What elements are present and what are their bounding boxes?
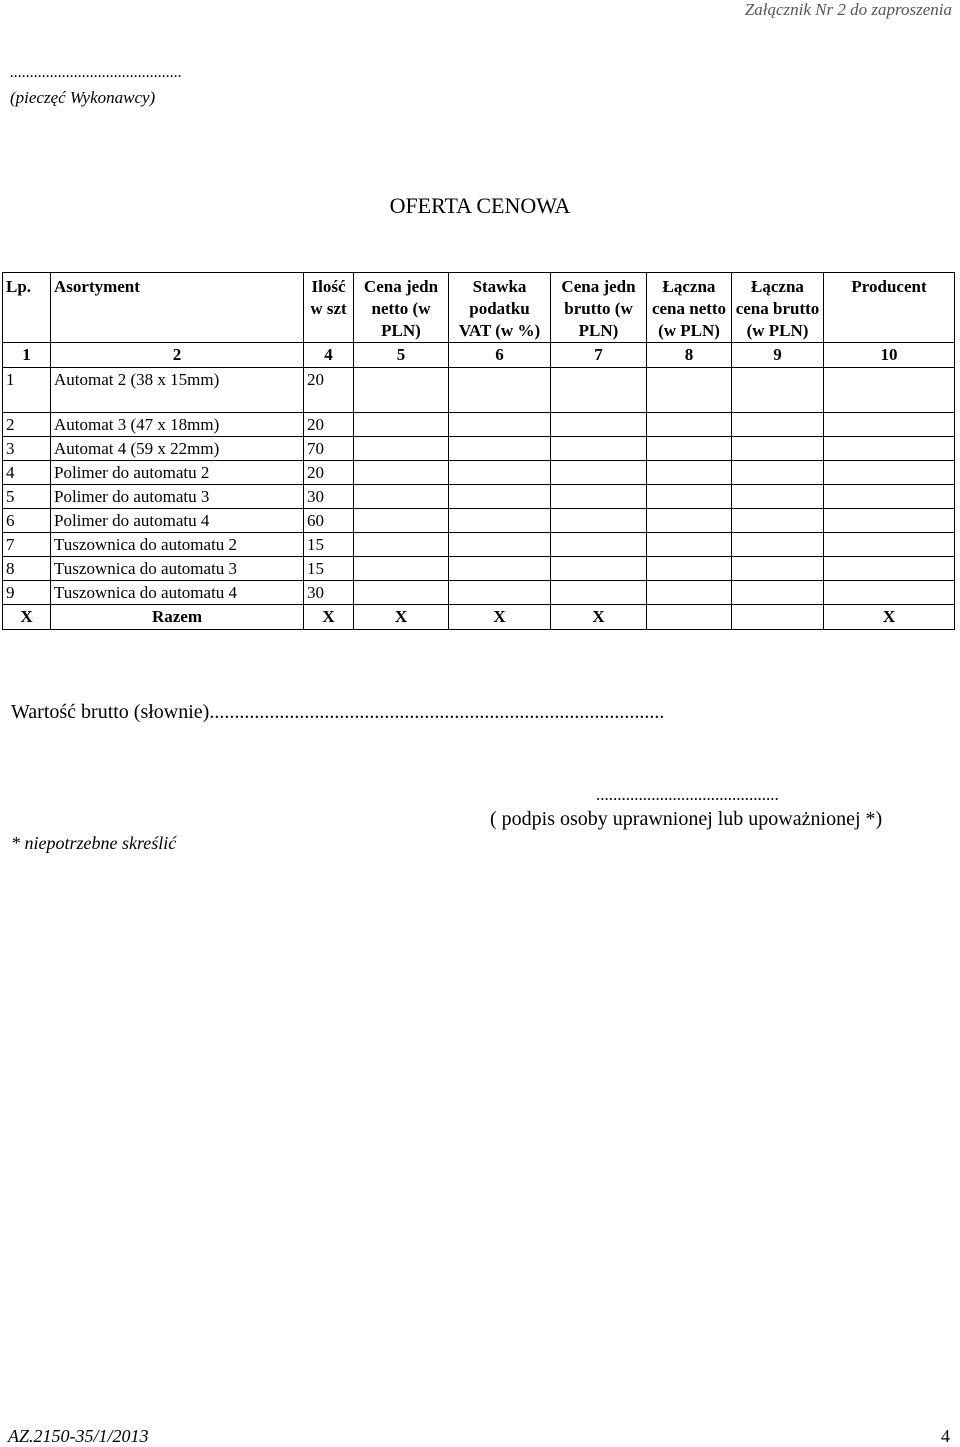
col-number: 9: [732, 343, 824, 368]
cell-producer[interactable]: [824, 581, 955, 605]
cell-unit-gross[interactable]: [551, 485, 647, 509]
table-row: [3, 509, 955, 533]
cell-total-net[interactable]: [647, 437, 732, 461]
cell-unit-net[interactable]: [354, 461, 449, 485]
cell-producer[interactable]: [824, 437, 955, 461]
col-number: 8: [647, 343, 732, 368]
row-qty: 15: [304, 557, 354, 581]
cell-unit-gross[interactable]: [551, 437, 647, 461]
footer-reference: AZ.2150-35/1/2013: [8, 1426, 149, 1446]
cell-total-gross[interactable]: [732, 461, 824, 485]
row-lp: 3: [3, 437, 51, 461]
stamp-dotted-line: ...........................................: [10, 64, 182, 81]
cell-unit-net[interactable]: [354, 368, 449, 413]
col-number: 7: [551, 343, 647, 368]
col-number: 1: [3, 343, 51, 368]
cell-total-gross[interactable]: [732, 581, 824, 605]
cell-unit-gross[interactable]: [551, 413, 647, 437]
cell-producer[interactable]: [824, 461, 955, 485]
cell-unit-net[interactable]: [354, 533, 449, 557]
total-row: [3, 605, 955, 630]
row-lp: 1: [3, 368, 51, 413]
col-number: 5: [354, 343, 449, 368]
header-total-net: Łączna cena netto (w PLN): [647, 273, 732, 343]
row-name: Automat 4 (59 x 22mm): [51, 437, 304, 461]
total-unit-gross: X: [551, 605, 647, 630]
cell-vat[interactable]: [449, 485, 551, 509]
total-unit-net: X: [354, 605, 449, 630]
total-lp: X: [3, 605, 51, 630]
cell-unit-net[interactable]: [354, 557, 449, 581]
cell-unit-net[interactable]: [354, 485, 449, 509]
cell-vat[interactable]: [449, 368, 551, 413]
signature-label: ( podpis osoby uprawnionej lub upoważnionej *): [490, 808, 883, 830]
cell-producer[interactable]: [824, 368, 955, 413]
offer-table: [2, 272, 955, 630]
cell-vat[interactable]: [449, 509, 551, 533]
cell-unit-gross[interactable]: [551, 581, 647, 605]
cell-unit-net[interactable]: [354, 437, 449, 461]
table-row: [3, 533, 955, 557]
cell-total-net[interactable]: [647, 485, 732, 509]
row-name: Automat 2 (38 x 15mm): [51, 368, 304, 413]
row-name: Polimer do automatu 4: [51, 509, 304, 533]
cell-vat[interactable]: [449, 413, 551, 437]
row-name: Tuszownica do automatu 3: [51, 557, 304, 581]
row-lp: 6: [3, 509, 51, 533]
header-qty: Ilość w szt: [304, 273, 354, 343]
row-qty: 15: [304, 533, 354, 557]
row-lp: 7: [3, 533, 51, 557]
table-row: [3, 437, 955, 461]
col-number: 6: [449, 343, 551, 368]
cell-total-net[interactable]: [647, 533, 732, 557]
document-title: OFERTA CENOWA: [389, 193, 571, 218]
cell-total-gross[interactable]: [732, 413, 824, 437]
cell-total-net[interactable]: [647, 557, 732, 581]
table-row: [3, 368, 955, 413]
cell-producer[interactable]: [824, 413, 955, 437]
cell-total-net[interactable]: [647, 368, 732, 413]
header-lp: Lp.: [3, 273, 51, 343]
row-lp: 4: [3, 461, 51, 485]
header-unit-net: Cena jedn netto (w PLN): [354, 273, 449, 343]
row-qty: 20: [304, 368, 354, 413]
cell-unit-gross[interactable]: [551, 368, 647, 413]
row-qty: 60: [304, 509, 354, 533]
header-unit-gross: Cena jedn brutto (w PLN): [551, 273, 647, 343]
cell-unit-net[interactable]: [354, 509, 449, 533]
cell-vat[interactable]: [449, 461, 551, 485]
row-qty: 20: [304, 461, 354, 485]
cell-total-gross[interactable]: [732, 437, 824, 461]
total-producer: X: [824, 605, 955, 630]
row-lp: 9: [3, 581, 51, 605]
gross-value-in-words[interactable]: Wartość brutto (słownie)...........................................................................................: [11, 701, 665, 723]
cell-unit-gross[interactable]: [551, 557, 647, 581]
row-name: Polimer do automatu 2: [51, 461, 304, 485]
stamp-label: (pieczęć Wykonawcy): [10, 88, 156, 107]
cell-total-net[interactable]: [647, 461, 732, 485]
row-qty: 20: [304, 413, 354, 437]
cell-total-net[interactable]: [647, 509, 732, 533]
cell-producer[interactable]: [824, 533, 955, 557]
col-number: 4: [304, 343, 354, 368]
table-row: [3, 581, 955, 605]
cell-total-gross[interactable]: [732, 557, 824, 581]
cell-total-gross[interactable]: [732, 533, 824, 557]
cell-total-gross[interactable]: [732, 368, 824, 413]
cell-total-net[interactable]: [647, 413, 732, 437]
row-qty: 30: [304, 485, 354, 509]
cell-sum-total-gross[interactable]: [732, 605, 824, 630]
header-vat: Stawka podatku VAT (w %): [449, 273, 551, 343]
row-qty: 30: [304, 581, 354, 605]
cell-total-net[interactable]: [647, 581, 732, 605]
cell-unit-gross[interactable]: [551, 461, 647, 485]
table-row: [3, 485, 955, 509]
page-number: 4: [941, 1426, 950, 1446]
header-producer: Producent: [824, 273, 955, 343]
header-total-gross: Łączna cena brutto (w PLN): [732, 273, 824, 343]
cell-total-gross[interactable]: [732, 485, 824, 509]
row-qty: 70: [304, 437, 354, 461]
col-number: 10: [824, 343, 955, 368]
cell-vat[interactable]: [449, 557, 551, 581]
table-row: [3, 461, 955, 485]
row-lp: 2: [3, 413, 51, 437]
cell-sum-total-net[interactable]: [647, 605, 732, 630]
column-number-row: [3, 343, 955, 368]
row-name: Tuszownica do automatu 4: [51, 581, 304, 605]
footnote: * niepotrzebne skreślić: [11, 833, 177, 853]
cell-unit-gross[interactable]: [551, 533, 647, 557]
cell-producer[interactable]: [824, 557, 955, 581]
cell-vat[interactable]: [449, 533, 551, 557]
table-header-row: [3, 273, 955, 343]
total-qty: X: [304, 605, 354, 630]
signature-dotted-line: ...........................................: [596, 785, 779, 804]
row-name: Automat 3 (47 x 18mm): [51, 413, 304, 437]
table-row: [3, 557, 955, 581]
total-label: Razem: [51, 605, 304, 630]
cell-vat[interactable]: [449, 581, 551, 605]
table-row: [3, 413, 955, 437]
header-assortment: Asortyment: [51, 273, 304, 343]
cell-vat[interactable]: [449, 437, 551, 461]
row-lp: 5: [3, 485, 51, 509]
cell-unit-net[interactable]: [354, 581, 449, 605]
cell-producer[interactable]: [824, 509, 955, 533]
cell-producer[interactable]: [824, 485, 955, 509]
row-name: Polimer do automatu 3: [51, 485, 304, 509]
cell-unit-net[interactable]: [354, 413, 449, 437]
cell-total-gross[interactable]: [732, 509, 824, 533]
col-number: 2: [51, 343, 304, 368]
annex-label: Załącznik Nr 2 do zaproszenia: [744, 0, 952, 19]
row-name: Tuszownica do automatu 2: [51, 533, 304, 557]
row-lp: 8: [3, 557, 51, 581]
total-vat: X: [449, 605, 551, 630]
cell-unit-gross[interactable]: [551, 509, 647, 533]
